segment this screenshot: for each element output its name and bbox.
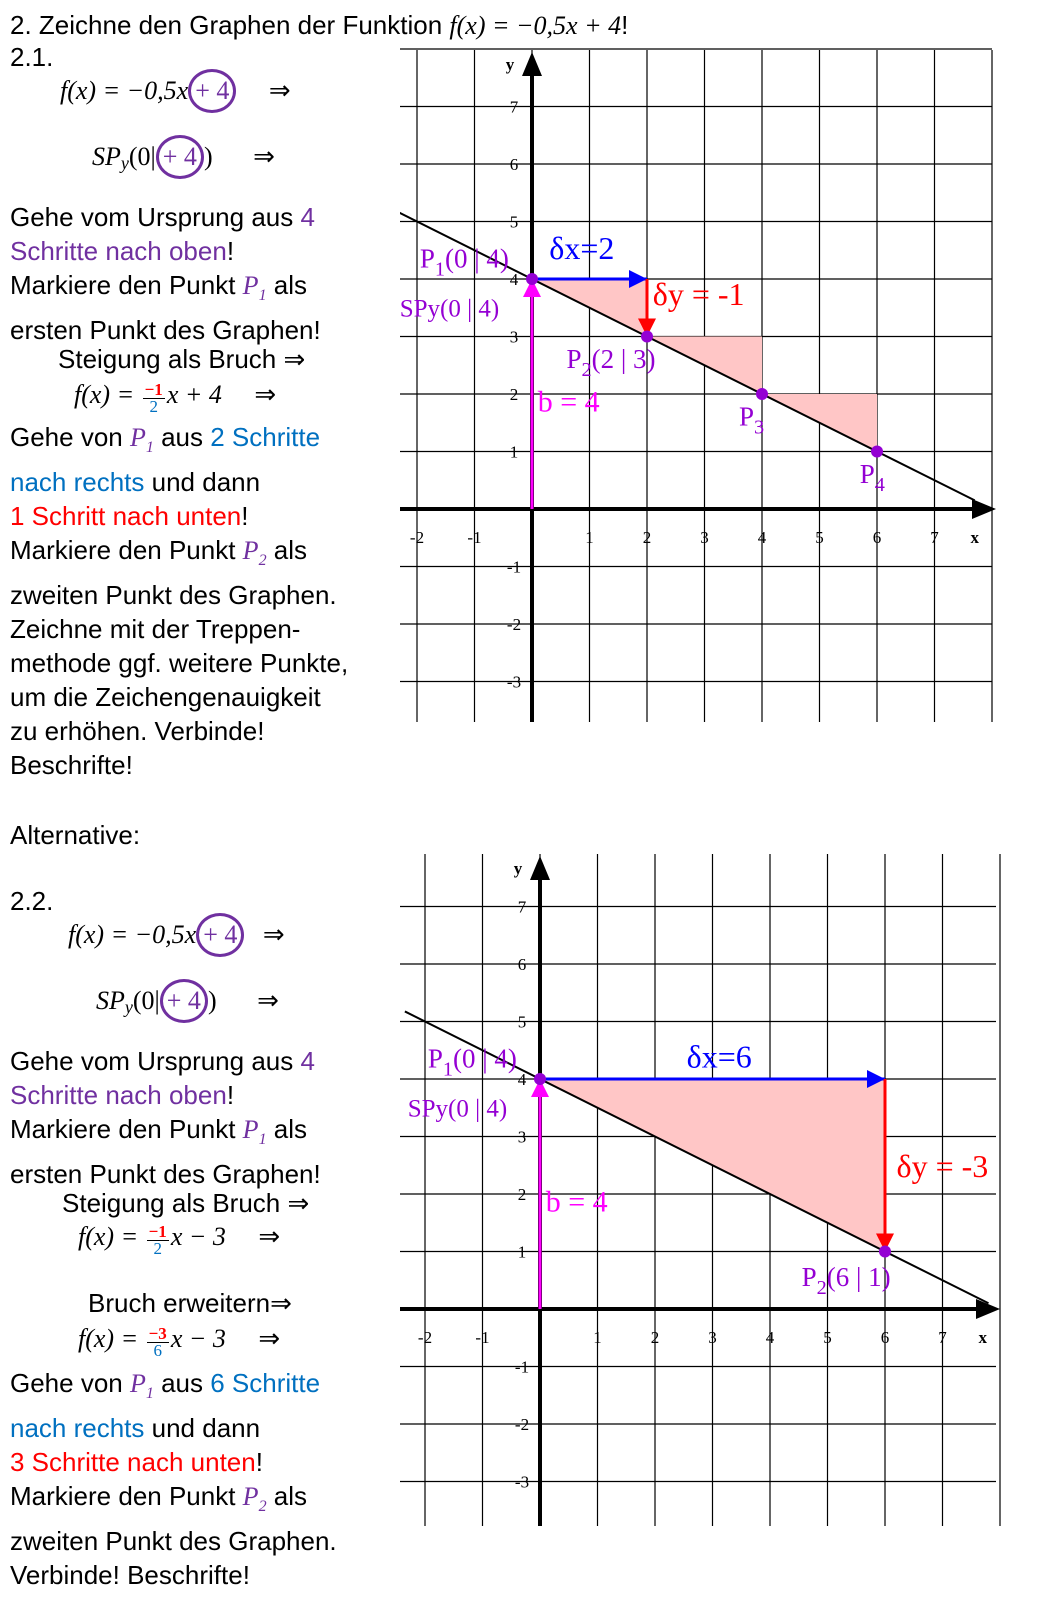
p2-mark1-sub: 1 xyxy=(258,1131,267,1149)
y-tick-label: -2 xyxy=(506,615,522,634)
p2-frac2-rhs: x − 3 xyxy=(170,1324,226,1353)
y-tick-label: 3 xyxy=(517,1127,527,1147)
x-tick-label: -1 xyxy=(475,1328,490,1347)
p2-mark1-als: als xyxy=(266,1114,308,1144)
mark1-text: Markiere den Punkt xyxy=(10,270,243,300)
go-then: und dann xyxy=(144,467,261,498)
axes-2 xyxy=(400,856,1000,1526)
label-b-2: b = 4 xyxy=(545,1185,608,1219)
p2-step1-direction: Schritte nach oben xyxy=(10,1080,227,1110)
x-tick-label: 1 xyxy=(585,528,594,547)
p2-go-right2: nach rechts xyxy=(10,1413,145,1444)
p2-mark2-sub: 2 xyxy=(258,1498,267,1516)
go-right: 2 Schritte xyxy=(210,422,321,452)
x-tick-label: -2 xyxy=(417,1328,433,1347)
mark1-sub: 1 xyxy=(258,287,267,305)
frac-den: 2 xyxy=(149,397,158,417)
graph-point xyxy=(641,331,653,343)
go-p: P xyxy=(129,423,146,452)
part2-fraction-eq-1 xyxy=(78,1222,280,1257)
line-1: Zeichne mit der Treppen- xyxy=(10,614,301,645)
circled-intercept-4: + 4 xyxy=(160,979,208,1023)
x-tick-label: 4 xyxy=(757,528,767,547)
grid-1 xyxy=(400,49,992,722)
frac-lhs: f(x) = xyxy=(74,380,141,409)
label-dx: δx=2 xyxy=(549,229,615,266)
p2-mark2-text: Markiere den Punkt xyxy=(10,1481,243,1512)
p2-frac1-num: −1 xyxy=(148,1222,167,1242)
label-dy-2: δy = -3 xyxy=(896,1147,989,1184)
x-tick-label: 4 xyxy=(765,1328,775,1347)
eq-left: f(x) = −0,5x xyxy=(60,76,189,105)
part1-equation xyxy=(60,76,291,106)
p2-step1-number: 4 xyxy=(300,1046,315,1076)
part1-steps xyxy=(10,420,348,782)
grid-2 xyxy=(400,852,1000,1526)
p2-go-excl: ! xyxy=(255,1447,263,1478)
graph-point xyxy=(756,388,768,400)
x-axis-label: x xyxy=(970,528,979,547)
p2-line-1: Verbinde! Beschrifte! xyxy=(10,1560,250,1591)
label-p2-2: $P_2(6$ | 1) xyxy=(801,1262,891,1300)
mark1-als: als xyxy=(266,270,308,300)
y-axis-label: y xyxy=(513,859,523,878)
line-5: Beschrifte! xyxy=(10,750,133,781)
label-spy: SPy(0 | 4) xyxy=(400,295,500,323)
implies-arrow-5: ⇒ xyxy=(257,986,279,1015)
p2-mark2-p: P xyxy=(242,1482,259,1512)
y-tick-label: 4 xyxy=(509,270,519,289)
p2-go-p: P xyxy=(129,1369,146,1398)
tick-labels-1 xyxy=(410,55,980,692)
label-dx-2: δx=6 xyxy=(686,1038,752,1075)
p2-step1-excl: ! xyxy=(226,1080,235,1110)
y-tick-label: 7 xyxy=(509,97,519,117)
part2-steps xyxy=(10,1366,337,1592)
point-labels-1 xyxy=(400,230,885,496)
graph-2 xyxy=(400,852,1062,1564)
x-axis-label: x xyxy=(978,1328,987,1347)
p2-go-right: 6 Schritte xyxy=(210,1368,321,1398)
part2-equation xyxy=(68,920,285,950)
implies-arrow: ⇒ xyxy=(268,76,291,105)
y-tick-label: 2 xyxy=(509,385,519,404)
mark1-p: P xyxy=(242,271,259,300)
mark2-als: als xyxy=(266,535,308,566)
y-tick-label: 3 xyxy=(509,327,519,347)
part1-fraction-eq xyxy=(74,380,276,415)
p2-go-sub: 1 xyxy=(145,1385,154,1403)
p2-line-0: zweiten Punkt des Graphen. xyxy=(10,1526,337,1557)
part1-step1 xyxy=(10,200,321,347)
y-tick-label: 4 xyxy=(517,1070,527,1089)
y-tick-label: 7 xyxy=(517,897,527,917)
x-tick-label: -1 xyxy=(467,528,482,547)
step1-number: 4 xyxy=(300,202,315,232)
p2-frac2-num: −3 xyxy=(148,1324,167,1344)
graph-1 xyxy=(400,48,1060,760)
x-tick-label: 7 xyxy=(930,528,939,547)
graph-point xyxy=(526,273,538,285)
implies-arrow-4: ⇒ xyxy=(262,920,285,949)
p2-go-down: 3 Schritte nach unten xyxy=(10,1447,256,1478)
y-axis-arrow xyxy=(530,856,550,880)
graph-point xyxy=(534,1073,546,1085)
go-excl: ! xyxy=(241,501,249,532)
p2-frac1-lhs: f(x) = xyxy=(78,1222,145,1251)
implies-arrow-2: ⇒ xyxy=(253,142,275,171)
p2-mark1-p: P xyxy=(242,1115,259,1144)
sp2-end: ) xyxy=(207,986,217,1015)
label-p3: $P_3$ xyxy=(739,401,765,439)
p2-frac2-den: 6 xyxy=(153,1341,162,1361)
sp-text: SP xyxy=(92,142,121,171)
frac-rhs: x + 4 xyxy=(166,380,222,409)
p2-frac2-lhs: f(x) = xyxy=(78,1324,145,1353)
sp-end: ) xyxy=(203,142,213,171)
heading-text: 2. Zeichne den Graphen der Funktion xyxy=(10,10,450,40)
x-tick-label: 5 xyxy=(823,1328,832,1347)
circled-intercept: + 4 xyxy=(188,69,236,113)
go-text: Gehe von xyxy=(10,422,130,452)
mark2-text: Markiere den Punkt xyxy=(10,535,243,566)
task-heading xyxy=(10,8,628,43)
y-axis-arrow xyxy=(522,52,542,76)
p2-mark1-text: Markiere den Punkt xyxy=(10,1114,243,1144)
label-p2: $P_2(2$ | 3) xyxy=(566,344,656,382)
mark2-sub: 2 xyxy=(258,552,267,570)
x-tick-label: 3 xyxy=(708,1328,717,1347)
p2-go-aus: aus xyxy=(153,1368,211,1398)
mark2-p: P xyxy=(242,536,259,566)
y-tick-label: -3 xyxy=(506,672,522,692)
y-tick-label: 5 xyxy=(509,212,519,232)
x-tick-label: 6 xyxy=(880,1328,890,1347)
frac-num: −1 xyxy=(144,380,163,400)
x-tick-label: 7 xyxy=(938,1328,947,1347)
x-tick-label: 1 xyxy=(593,1328,602,1347)
graph-point xyxy=(879,1246,891,1258)
y-tick-label: 6 xyxy=(517,955,527,974)
part2-fraction-eq-2 xyxy=(78,1324,280,1359)
alternative-label: Alternative: xyxy=(10,820,141,850)
implies-arrow-7: ⇒ xyxy=(258,1324,281,1353)
x-tick-label: 6 xyxy=(872,528,882,547)
p2-frac1-den: 2 xyxy=(153,1239,162,1259)
x-tick-label: 2 xyxy=(642,528,652,547)
p2-frac1-rhs: x − 3 xyxy=(170,1222,226,1251)
y-tick-label: 1 xyxy=(517,1242,527,1262)
part2-number: 2.2. xyxy=(10,886,54,916)
y-tick-label: -2 xyxy=(514,1415,530,1434)
y-tick-label: 6 xyxy=(509,155,519,174)
label-dy: δy = -1 xyxy=(652,275,745,312)
sp-sub: y xyxy=(120,153,129,174)
p2-mark2-als: als xyxy=(266,1481,308,1512)
y-tick-label: 2 xyxy=(517,1185,527,1204)
sp2-mid: (0| xyxy=(132,986,160,1015)
line-0: zweiten Punkt des Graphen. xyxy=(10,580,337,611)
graph-point xyxy=(871,446,883,458)
go-down: 1 Schritt nach unten xyxy=(10,501,242,532)
part2-step1 xyxy=(10,1044,321,1191)
mark1-rest: ersten Punkt des Graphen! xyxy=(10,315,321,346)
part1-spy xyxy=(92,142,275,174)
x-tick-label: 3 xyxy=(700,528,709,547)
sp2-text: SP xyxy=(96,986,125,1015)
step1-text: Gehe vom Ursprung aus xyxy=(10,202,301,232)
x-tick-label: -2 xyxy=(409,528,425,547)
label-b: b = 4 xyxy=(537,385,600,419)
part1-number: 2.1. xyxy=(10,42,54,72)
y-tick-label: -3 xyxy=(514,1472,530,1492)
p2-step1-text: Gehe vom Ursprung aus xyxy=(10,1046,301,1076)
circled-intercept-2: + 4 xyxy=(156,135,204,179)
line-3: um die Zeichengenauigkeit xyxy=(10,682,321,713)
part2-expand-label: Bruch erweitern⇒ xyxy=(88,1288,292,1318)
y-tick-label: 1 xyxy=(509,442,519,462)
part2-spy xyxy=(96,986,279,1018)
eq2-left: f(x) = −0,5x xyxy=(68,920,197,949)
sp2-sub: y xyxy=(124,997,133,1018)
fraction xyxy=(143,382,165,415)
fraction-3 xyxy=(147,1326,169,1359)
part1-slope-label: Steigung als Bruch ⇒ xyxy=(58,344,306,374)
label-p1: $P_1(0$ | 4) xyxy=(419,243,509,281)
part2-slope-label: Steigung als Bruch ⇒ xyxy=(62,1188,310,1218)
x-tick-label: 2 xyxy=(650,1328,660,1347)
circled-intercept-3: + 4 xyxy=(196,913,244,957)
label-p1-2: $P_1(0$ | 4) xyxy=(427,1043,517,1081)
y-tick-label: -1 xyxy=(514,1357,530,1377)
heading-formula: f(x) = −0,5x + 4 xyxy=(449,11,622,40)
axes-1 xyxy=(400,52,996,722)
step1-excl: ! xyxy=(226,236,235,266)
heading-suffix: ! xyxy=(621,10,629,40)
implies-arrow-3: ⇒ xyxy=(254,380,277,409)
y-tick-label: -1 xyxy=(506,557,522,577)
fraction-2 xyxy=(147,1224,169,1257)
go-right2: nach rechts xyxy=(10,467,145,498)
go-sub: 1 xyxy=(145,439,154,457)
y-axis-label: y xyxy=(505,55,515,74)
p2-go-text: Gehe von xyxy=(10,1368,130,1398)
implies-arrow-6: ⇒ xyxy=(258,1222,281,1251)
step1-direction: Schritte nach oben xyxy=(10,236,227,266)
x-tick-label: 5 xyxy=(815,528,824,547)
label-spy-2: SPy(0 | 4) xyxy=(407,1095,508,1123)
y-tick-label: 5 xyxy=(517,1012,527,1032)
go-aus: aus xyxy=(153,422,211,452)
line-2: methode ggf. weitere Punkte, xyxy=(10,648,349,679)
label-p4: $P_4$ xyxy=(859,459,885,497)
p2-go-then: und dann xyxy=(144,1413,261,1444)
line-4: zu erhöhen. Verbinde! xyxy=(10,716,265,747)
p2-mark1-rest: ersten Punkt des Graphen! xyxy=(10,1159,321,1190)
sp-mid: (0| xyxy=(128,142,156,171)
